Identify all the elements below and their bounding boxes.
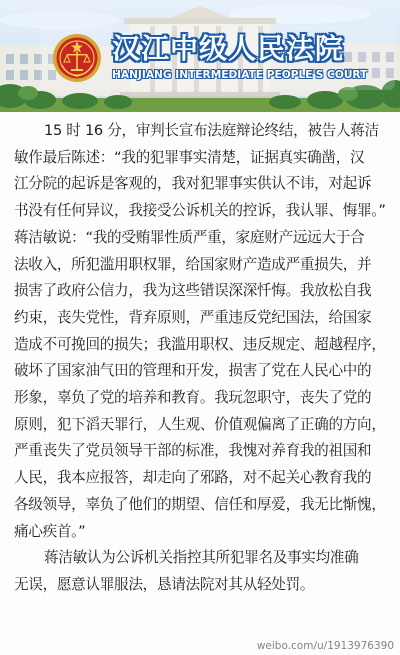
text-line: 严重丧失了党员领导干部的标准，我愧对养育我的祖国和 <box>14 442 372 460</box>
text-line: 法收入，所犯滥用职权罪，给国家财产造成严重损失，并 <box>14 255 372 273</box>
text-line: 约束，丧失党性，背弃原则，严重违反党纪国法，给国家 <box>14 308 372 326</box>
text-line: 造成不可挽回的损失；我滥用职权、违反规定、超越程序， <box>14 335 386 353</box>
text-line: 形象，辜负了党的培养和教育。我玩忽职守，丧失了党的 <box>14 389 372 407</box>
text-line: 无误，愿意认罪服法，恳请法院对其从轻处罚。 <box>14 575 315 593</box>
text-line: 各级领导，辜负了他们的期望、信任和厚爱，我无比惭愧， <box>14 495 386 513</box>
court-name-chinese: 汉江中级人民法院 <box>112 32 345 65</box>
text-line: 蒋洁敏说：“我的受贿罪性质严重，家庭财产远远大于合 <box>14 228 365 246</box>
paragraph-final-statement <box>14 118 397 225</box>
text-line: 人民，我本应报答，却走向了邪路，对不起关心教育我的 <box>14 469 372 487</box>
text-line: 破坏了国家油气田的管理和开发，损害了党在人民心中的 <box>14 362 372 380</box>
text-line: 江分院的起诉是客观的，我对犯罪事实供认不讳，对起诉 <box>14 175 372 193</box>
text-line: 敏作最后陈述：“我的犯罪事实清楚，证据真实确凿，汉 <box>14 148 365 166</box>
paragraph-plea <box>14 545 397 598</box>
weibo-watermark: weibo.com/u/1913976390 <box>256 640 394 652</box>
text-line: 损害了政府公信力，我为这些错误深深忏悔。我放松自我 <box>14 282 372 300</box>
court-banner <box>0 0 400 112</box>
court-name-english: HANJIANG INTERMEDIATE PEOPLE'S COURT <box>112 69 368 81</box>
court-emblem-icon <box>52 33 102 83</box>
text-line: 蒋洁敏认为公诉机关指控其所犯罪名及事实均准确 <box>44 549 359 567</box>
article-body <box>14 118 397 599</box>
text-line: 原则，犯下滔天罪行，人生观、价值观偏离了正确的方向， <box>14 415 386 433</box>
text-line: 痛心疾首。” <box>14 522 86 540</box>
text-line: 书没有任何异议，我接受公诉机关的控诉，我认罪、悔罪。” <box>14 202 386 220</box>
paragraph-remorse-statement <box>14 225 397 545</box>
text-line: 15 时 16 分，审判长宣布法庭辩论终结，被告人蒋洁 <box>44 122 379 139</box>
